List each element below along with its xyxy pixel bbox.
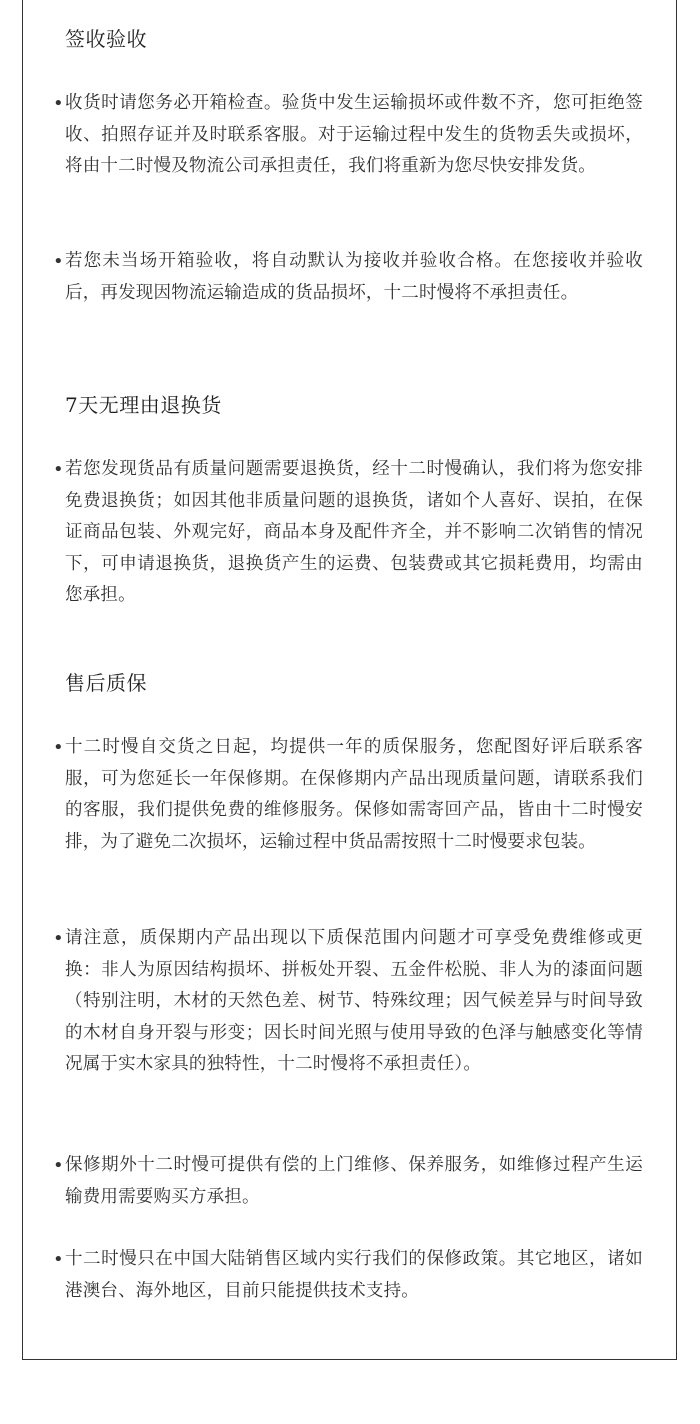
list-item-text: 若您发现货品有质量问题需要退换货，经十二时慢确认，我们将为您安排免费退换货；如因其他非质量问题的退换货，诸如个人喜好、误拍，在保证商品包装、外观完好，商品本身及配件齐全，并不影响二次销售的情况下，可申请退换货，退换货产生的运费、包装费或其它损耗费用，均需由您承担。 [65,459,643,605]
bullet-icon: • [53,1249,64,1270]
section-heading-returns: 7天无理由退换货 [65,393,222,417]
list-item-text: 请注意，质保期内产品出现以下质保范围内问题才可享受免费维修或更换：非人为原因结构损坏、拼板处开裂、五金件松脱、非人为的漆面问题（特别注明，木材的天然色差、树节、特殊纹理；因气候差异与时间导致的木材自身开裂与形变；因长时间光照与使用导致的色泽与触感变化等情况属于实木家具的独特性，十二时慢将不承担责任）。 [65,928,643,1074]
list-item [53,1244,643,1307]
bullet-icon: • [53,1155,64,1176]
policy-panel [22,0,677,1360]
list-item-text: 保修期外十二时慢可提供有偿的上门维修、保养服务，如维修过程产生运输费用需要购买方承担。 [65,1155,643,1207]
bullet-icon: • [53,93,64,114]
list-item-text: 十二时慢只在中国大陆销售区域内实行我们的保修政策。其它地区，诸如港澳台、海外地区，目前只能提供技术支持。 [65,1249,643,1301]
list-item [53,454,643,612]
list-item-text: 若您未当场开箱验收，将自动默认为接收并验收合格。在您接收并验收后，再发现因物流运输造成的货品损坏，十二时慢将不承担责任。 [65,251,643,303]
list-item-text: 十二时慢自交货之日起，均提供一年的质保服务，您配图好评后联系客服，可为您延长一年保修期。在保修期内产品出现质量问题，请联系我们的客服，我们提供免费的维修服务。保修如需寄回产品，皆由十二时慢安排，为了避免二次损坏，运输过程中货品需按照十二时慢要求包装。 [65,737,643,852]
bullet-icon: • [53,459,64,480]
bullet-icon: • [53,251,64,272]
list-item [53,246,643,309]
list-item [53,1150,643,1213]
section-heading-warranty: 售后质保 [65,671,147,695]
list-item-text: 收货时请您务必开箱检查。验货中发生运输损坏或件数不齐，您可拒绝签收、拍照存证并及时联系客服。对于运输过程中发生的货物丢失或损坏，将由十二时慢及物流公司承担责任，我们将重新为您尽快安排发货。 [65,93,643,176]
list-item [53,923,643,1081]
list-item [53,732,643,858]
bullet-icon: • [53,928,64,949]
list-item [53,88,643,183]
section-heading-signing: 签收验收 [65,27,147,51]
bullet-icon: • [53,737,64,758]
